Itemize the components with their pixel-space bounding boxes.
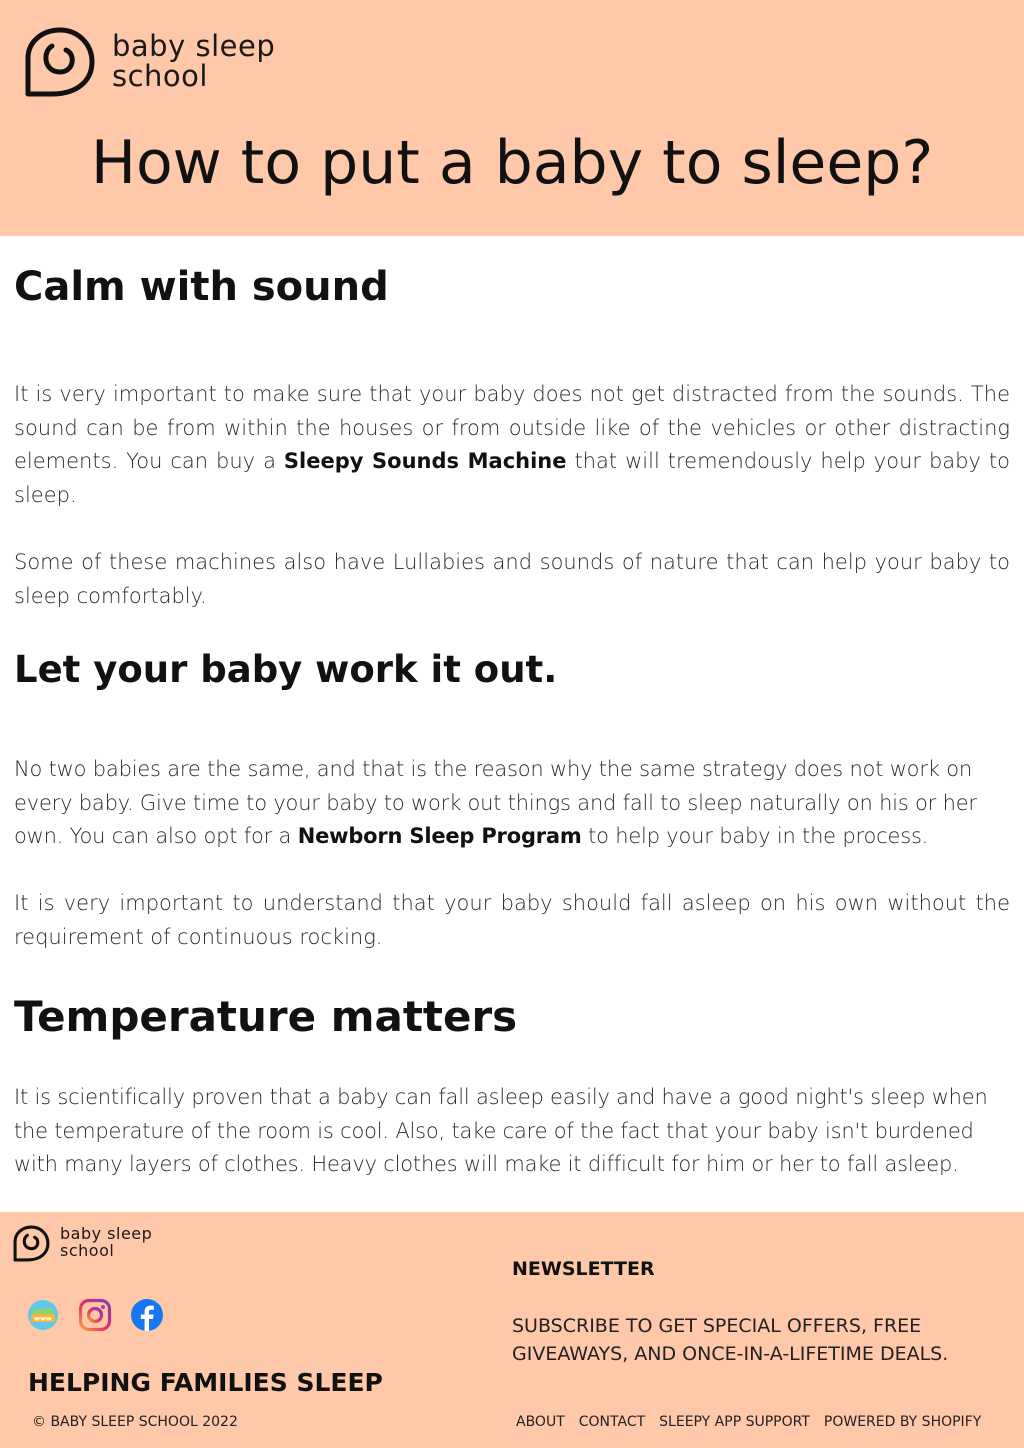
footer-logo-wordmark <box>60 1226 152 1260</box>
page-header <box>0 0 1024 236</box>
brand-logo[interactable] <box>22 24 275 98</box>
footer-link-about[interactable]: ABOUT <box>516 1414 565 1430</box>
footer-copyright: © BABY SLEEP SCHOOL 2022 <box>32 1414 238 1430</box>
footer-brand-logo[interactable] <box>12 1224 152 1262</box>
product-link-newborn-sleep-program[interactable]: Newborn Sleep Program <box>297 824 582 848</box>
social-links <box>26 1298 164 1332</box>
paragraph-text: that will tremendously help your baby to sleep. <box>14 449 1010 507</box>
logo-wordmark <box>112 28 276 93</box>
footer-tagline: HELPING FAMILIES SLEEP <box>28 1368 383 1397</box>
product-link-sleepy-sounds-machine[interactable]: Sleepy Sounds Machine <box>283 449 567 473</box>
paragraph-sound-2 <box>14 546 1010 613</box>
page-footer <box>0 1212 1024 1448</box>
website-globe-icon[interactable] <box>26 1298 60 1332</box>
facebook-icon[interactable] <box>130 1298 164 1332</box>
section-heading-work-it-out: Let your baby work it out. <box>14 648 558 691</box>
paragraph-temperature <box>14 1081 1010 1182</box>
heart-logo-icon <box>12 1224 50 1262</box>
logo-line2: school <box>60 1241 115 1260</box>
footer-links <box>516 1414 981 1430</box>
logo-line1: baby sleep <box>112 28 276 63</box>
logo-line2: school <box>112 59 208 93</box>
website-badge-text: www <box>33 1314 53 1323</box>
section-heading-sound: Calm with sound <box>14 264 389 310</box>
paragraph-text: It is very important to understand that your baby should fall asleep on his own without the requirement of continuous rocking. <box>14 891 1010 949</box>
newsletter-title: NEWSLETTER <box>512 1258 655 1280</box>
logo-line1: baby sleep <box>60 1224 153 1244</box>
footer-link-powered-by-shopify[interactable]: POWERED BY SHOPIFY <box>823 1414 982 1430</box>
paragraph-work-2 <box>14 887 1010 954</box>
page-title: How to put a baby to sleep? <box>90 128 934 198</box>
paragraph-work-1 <box>14 753 1010 854</box>
footer-link-sleepy-app-support[interactable]: SLEEPY APP SUPPORT <box>659 1414 810 1430</box>
section-heading-temperature: Temperature matters <box>14 992 518 1041</box>
paragraph-text: No two babies are the same, and that is the reason why the same strategy does not work on every baby. Give time to your baby to work out things and fall to sleep naturally on his or her own. You can also opt for a <box>14 757 977 848</box>
heart-logo-icon <box>22 24 96 98</box>
paragraph-text: Some of these machines also have Lullabies and sounds of nature that can help your baby to sleep comfortably. <box>14 550 1010 608</box>
instagram-icon[interactable] <box>78 1298 112 1332</box>
paragraph-text: It is scientifically proven that a baby can fall asleep easily and have a good night's sleep when the temperature of the room is cool. Also, take care of the fact that your baby isn't burdened with many layers of clothes. Heavy clothes will make it difficult for him or her to fall asleep. <box>14 1085 988 1176</box>
paragraph-text: It is very important to make sure that your baby does not get distracted from the sounds. The sound can be from within the houses or from outside like of the vehicles or other distracting elements. You can buy a <box>14 382 1010 473</box>
paragraph-text: to help your baby in the process. <box>581 824 929 848</box>
footer-link-contact[interactable]: CONTACT <box>578 1414 646 1430</box>
paragraph-sound-1 <box>14 378 1010 512</box>
newsletter-text: SUBSCRIBE TO GET SPECIAL OFFERS, FREE GIVEAWAYS, AND ONCE-IN-A-LIFETIME DEALS. <box>512 1315 949 1365</box>
